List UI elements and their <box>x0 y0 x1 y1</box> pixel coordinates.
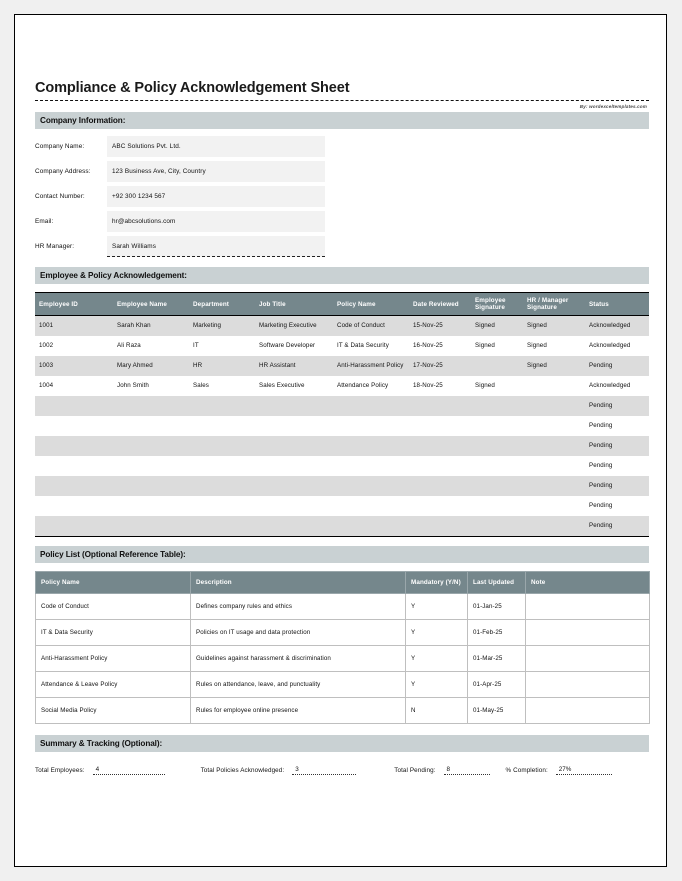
field-row-hr-manager <box>35 236 649 257</box>
label-total-policies-acknowledged: Total Policies Acknowledged: <box>200 767 285 774</box>
cell-mandatory[interactable]: Y <box>406 620 468 646</box>
cell-note[interactable] <box>526 646 650 672</box>
col-job-title: Job Title <box>255 293 333 316</box>
cell-manager-signature[interactable] <box>523 456 585 476</box>
section-header-policy-list: Policy List (Optional Reference Table): <box>35 546 649 563</box>
cell-policy-name[interactable] <box>333 476 409 496</box>
cell-job-title[interactable] <box>255 436 333 456</box>
cell-date-reviewed[interactable] <box>409 516 471 537</box>
col-description: Description <box>191 572 406 594</box>
employee-acknowledgement-table <box>35 292 649 537</box>
cell-job-title[interactable]: Sales Executive <box>255 376 333 396</box>
cell-status[interactable]: Acknowledged <box>585 336 649 356</box>
cell-note[interactable] <box>526 698 650 724</box>
cell-note[interactable] <box>526 620 650 646</box>
cell-last-updated[interactable]: 01-May-25 <box>468 698 526 724</box>
cell-status[interactable]: Pending <box>585 396 649 416</box>
cell-mandatory[interactable]: N <box>406 698 468 724</box>
cell-employee-signature[interactable] <box>471 356 523 376</box>
cell-job-title[interactable] <box>255 396 333 416</box>
field-row-company-name <box>35 136 649 157</box>
cell-date-reviewed[interactable]: 18-Nov-25 <box>409 376 471 396</box>
label-hr-manager: HR Manager: <box>35 243 75 250</box>
cell-status[interactable]: Pending <box>585 356 649 376</box>
section-header-company-information: Company Information: <box>35 112 649 129</box>
table-row[interactable] <box>35 336 649 356</box>
cell-policy-name[interactable]: Anti-Harassment Policy <box>36 646 191 672</box>
cell-last-updated[interactable]: 01-Apr-25 <box>468 672 526 698</box>
cell-job-title[interactable]: HR Assistant <box>255 356 333 376</box>
label-total-employees: Total Employees: <box>35 767 85 774</box>
cell-manager-signature[interactable] <box>523 436 585 456</box>
cell-employee-name[interactable]: Mary Ahmed <box>113 356 189 376</box>
byline-watermark: By: wordexceltemplates.com <box>579 104 647 109</box>
cell-status[interactable]: Pending <box>585 416 649 436</box>
cell-status[interactable]: Pending <box>585 456 649 476</box>
cell-department[interactable] <box>189 436 255 456</box>
cell-mandatory[interactable]: Y <box>406 646 468 672</box>
cell-department[interactable] <box>189 396 255 416</box>
cell-policy-name[interactable]: Social Media Policy <box>36 698 191 724</box>
col-employee-id: Employee ID <box>35 293 113 316</box>
cell-description[interactable]: Rules for employee online presence <box>191 698 406 724</box>
cell-date-reviewed[interactable]: 17-Nov-25 <box>409 356 471 376</box>
cell-department[interactable] <box>189 416 255 436</box>
cell-description[interactable]: Guidelines against harassment & discrimination <box>191 646 406 672</box>
policy-list-table <box>35 571 650 724</box>
value-total-pending[interactable]: 8 <box>444 766 490 775</box>
cell-employee-id[interactable] <box>35 516 113 537</box>
cell-employee-id[interactable] <box>35 456 113 476</box>
value-percent-completion[interactable]: 27% <box>556 766 612 775</box>
cell-description[interactable]: Policies on IT usage and data protection <box>191 620 406 646</box>
col-manager-signature: HR / Manager Signature <box>523 293 585 316</box>
summary-item-total-policies-acknowledged <box>201 766 357 775</box>
cell-mandatory[interactable]: Y <box>406 672 468 698</box>
cell-status[interactable]: Pending <box>585 516 649 537</box>
col-policy-name: Policy Name <box>36 572 191 594</box>
cell-employee-id[interactable] <box>35 496 113 516</box>
col-status: Status <box>585 293 649 316</box>
table-row[interactable] <box>35 516 649 537</box>
cell-employee-name[interactable] <box>113 396 189 416</box>
table-header-row <box>35 293 649 316</box>
cell-employee-signature[interactable]: Signed <box>471 376 523 396</box>
cell-manager-signature[interactable] <box>523 376 585 396</box>
cell-employee-name[interactable] <box>113 476 189 496</box>
table-row[interactable] <box>35 476 649 496</box>
cell-department[interactable] <box>189 476 255 496</box>
label-company-address: Company Address: <box>35 168 91 175</box>
cell-date-reviewed[interactable] <box>409 496 471 516</box>
cell-employee-signature[interactable] <box>471 496 523 516</box>
cell-date-reviewed[interactable] <box>409 416 471 436</box>
cell-manager-signature[interactable] <box>523 396 585 416</box>
cell-note[interactable] <box>526 594 650 620</box>
cell-mandatory[interactable]: Y <box>406 594 468 620</box>
cell-employee-name[interactable]: Ali Raza <box>113 336 189 356</box>
value-hr-manager[interactable]: Sarah Williams <box>107 236 325 257</box>
cell-employee-signature[interactable] <box>471 416 523 436</box>
cell-job-title[interactable]: Software Developer <box>255 336 333 356</box>
cell-policy-name[interactable] <box>333 416 409 436</box>
cell-employee-name[interactable] <box>113 416 189 436</box>
col-policy-name: Policy Name <box>333 293 409 316</box>
section-header-summary-tracking: Summary & Tracking (Optional): <box>35 735 649 752</box>
cell-job-title[interactable] <box>255 416 333 436</box>
table-row[interactable] <box>35 356 649 376</box>
cell-policy-name[interactable]: IT & Data Security <box>333 336 409 356</box>
value-total-employees[interactable]: 4 <box>93 766 165 775</box>
label-company-name: Company Name: <box>35 143 85 150</box>
cell-employee-name[interactable] <box>113 516 189 537</box>
col-employee-signature: Employee Signature <box>471 293 523 316</box>
cell-employee-id[interactable]: 1003 <box>35 356 113 376</box>
cell-department[interactable]: HR <box>189 356 255 376</box>
cell-department[interactable]: IT <box>189 336 255 356</box>
col-last-updated: Last Updated <box>468 572 526 594</box>
table-row[interactable] <box>35 496 649 516</box>
cell-employee-signature[interactable] <box>471 456 523 476</box>
employee-table-body <box>35 316 649 537</box>
cell-date-reviewed[interactable]: 15-Nov-25 <box>409 316 471 337</box>
field-row-contact-number <box>35 186 649 207</box>
policy-table-header-row <box>36 572 650 594</box>
cell-employee-id[interactable] <box>35 396 113 416</box>
table-row[interactable] <box>35 396 649 416</box>
table-row[interactable] <box>35 376 649 396</box>
value-total-policies-acknowledged[interactable]: 3 <box>292 766 356 775</box>
cell-department[interactable] <box>189 496 255 516</box>
company-information-fields <box>35 136 649 257</box>
value-email[interactable]: hr@abcsolutions.com <box>107 211 325 232</box>
cell-policy-name[interactable]: Anti-Harassment Policy <box>333 356 409 376</box>
cell-status[interactable]: Pending <box>585 476 649 496</box>
cell-status[interactable]: Pending <box>585 436 649 456</box>
cell-department[interactable]: Marketing <box>189 316 255 337</box>
col-department: Department <box>189 293 255 316</box>
cell-status[interactable]: Acknowledged <box>585 376 649 396</box>
policy-table-body <box>36 594 650 724</box>
title-divider <box>35 100 649 101</box>
cell-job-title[interactable] <box>255 476 333 496</box>
summary-item-total-pending <box>394 766 489 775</box>
table-row[interactable] <box>35 436 649 456</box>
table-row[interactable] <box>36 698 650 724</box>
cell-employee-name[interactable] <box>113 456 189 476</box>
cell-employee-signature[interactable] <box>471 516 523 537</box>
cell-employee-id[interactable] <box>35 416 113 436</box>
cell-manager-signature[interactable]: Signed <box>523 316 585 337</box>
cell-employee-id[interactable]: 1004 <box>35 376 113 396</box>
table-row[interactable] <box>36 594 650 620</box>
table-row[interactable] <box>36 620 650 646</box>
label-total-pending: Total Pending: <box>394 767 436 774</box>
cell-note[interactable] <box>526 672 650 698</box>
summary-item-total-employees <box>35 766 165 775</box>
cell-employee-id[interactable]: 1002 <box>35 336 113 356</box>
cell-last-updated[interactable]: 01-Feb-25 <box>468 620 526 646</box>
cell-manager-signature[interactable] <box>523 496 585 516</box>
cell-employee-signature[interactable]: Signed <box>471 336 523 356</box>
col-employee-name: Employee Name <box>113 293 189 316</box>
cell-employee-name[interactable]: Sarah Khan <box>113 316 189 337</box>
cell-status[interactable]: Acknowledged <box>585 316 649 337</box>
col-date-reviewed: Date Reviewed <box>409 293 471 316</box>
cell-job-title[interactable] <box>255 496 333 516</box>
cell-policy-name[interactable]: Attendance Policy <box>333 376 409 396</box>
cell-description[interactable]: Defines company rules and ethics <box>191 594 406 620</box>
cell-employee-id[interactable]: 1001 <box>35 316 113 337</box>
value-company-name[interactable]: ABC Solutions Pvt. Ltd. <box>107 136 325 157</box>
cell-date-reviewed[interactable] <box>409 396 471 416</box>
cell-manager-signature[interactable] <box>523 476 585 496</box>
cell-date-reviewed[interactable] <box>409 456 471 476</box>
cell-department[interactable] <box>189 456 255 476</box>
cell-policy-name[interactable] <box>333 436 409 456</box>
cell-job-title[interactable] <box>255 456 333 476</box>
label-email: Email: <box>35 218 54 225</box>
col-mandatory: Mandatory (Y/N) <box>406 572 468 594</box>
cell-job-title[interactable] <box>255 516 333 537</box>
cell-description[interactable]: Rules on attendance, leave, and punctuality <box>191 672 406 698</box>
cell-policy-name[interactable]: Code of Conduct <box>36 594 191 620</box>
cell-date-reviewed[interactable] <box>409 436 471 456</box>
cell-employee-signature[interactable] <box>471 436 523 456</box>
cell-last-updated[interactable]: 01-Jan-25 <box>468 594 526 620</box>
table-row[interactable] <box>36 672 650 698</box>
summary-item-percent-completion <box>506 766 612 775</box>
cell-manager-signature[interactable] <box>523 416 585 436</box>
cell-manager-signature[interactable]: Signed <box>523 336 585 356</box>
cell-last-updated[interactable]: 01-Mar-25 <box>468 646 526 672</box>
cell-job-title[interactable]: Marketing Executive <box>255 316 333 337</box>
cell-department[interactable] <box>189 516 255 537</box>
page-title: Compliance & Policy Acknowledgement Sheet <box>35 80 350 96</box>
cell-employee-name[interactable] <box>113 436 189 456</box>
cell-policy-name[interactable]: Code of Conduct <box>333 316 409 337</box>
cell-policy-name[interactable] <box>333 496 409 516</box>
cell-manager-signature[interactable]: Signed <box>523 356 585 376</box>
table-row[interactable] <box>35 416 649 436</box>
table-row[interactable] <box>35 456 649 476</box>
cell-employee-signature[interactable] <box>471 476 523 496</box>
field-row-email <box>35 211 649 232</box>
cell-policy-name[interactable]: IT & Data Security <box>36 620 191 646</box>
cell-policy-name[interactable] <box>333 456 409 476</box>
cell-date-reviewed[interactable] <box>409 476 471 496</box>
cell-employee-signature[interactable]: Signed <box>471 316 523 337</box>
table-row[interactable] <box>36 646 650 672</box>
cell-policy-name[interactable] <box>333 516 409 537</box>
cell-status[interactable]: Pending <box>585 496 649 516</box>
cell-employee-name[interactable]: John Smith <box>113 376 189 396</box>
summary-fields <box>35 766 649 777</box>
section-header-employee-acknowledgement: Employee & Policy Acknowledgement: <box>35 267 649 284</box>
cell-employee-id[interactable] <box>35 436 113 456</box>
cell-department[interactable]: Sales <box>189 376 255 396</box>
cell-employee-signature[interactable] <box>471 396 523 416</box>
value-contact-number[interactable]: +92 300 1234 567 <box>107 186 325 207</box>
label-percent-completion: % Completion: <box>505 767 548 774</box>
field-row-company-address <box>35 161 649 182</box>
col-note: Note <box>526 572 650 594</box>
table-row[interactable] <box>35 316 649 337</box>
cell-date-reviewed[interactable]: 16-Nov-25 <box>409 336 471 356</box>
label-contact-number: Contact Number: <box>35 193 85 200</box>
cell-policy-name[interactable] <box>333 396 409 416</box>
cell-manager-signature[interactable] <box>523 516 585 537</box>
cell-employee-name[interactable] <box>113 496 189 516</box>
cell-employee-id[interactable] <box>35 476 113 496</box>
value-company-address[interactable]: 123 Business Ave, City, Country <box>107 161 325 182</box>
cell-policy-name[interactable]: Attendance & Leave Policy <box>36 672 191 698</box>
document-page <box>14 14 667 867</box>
